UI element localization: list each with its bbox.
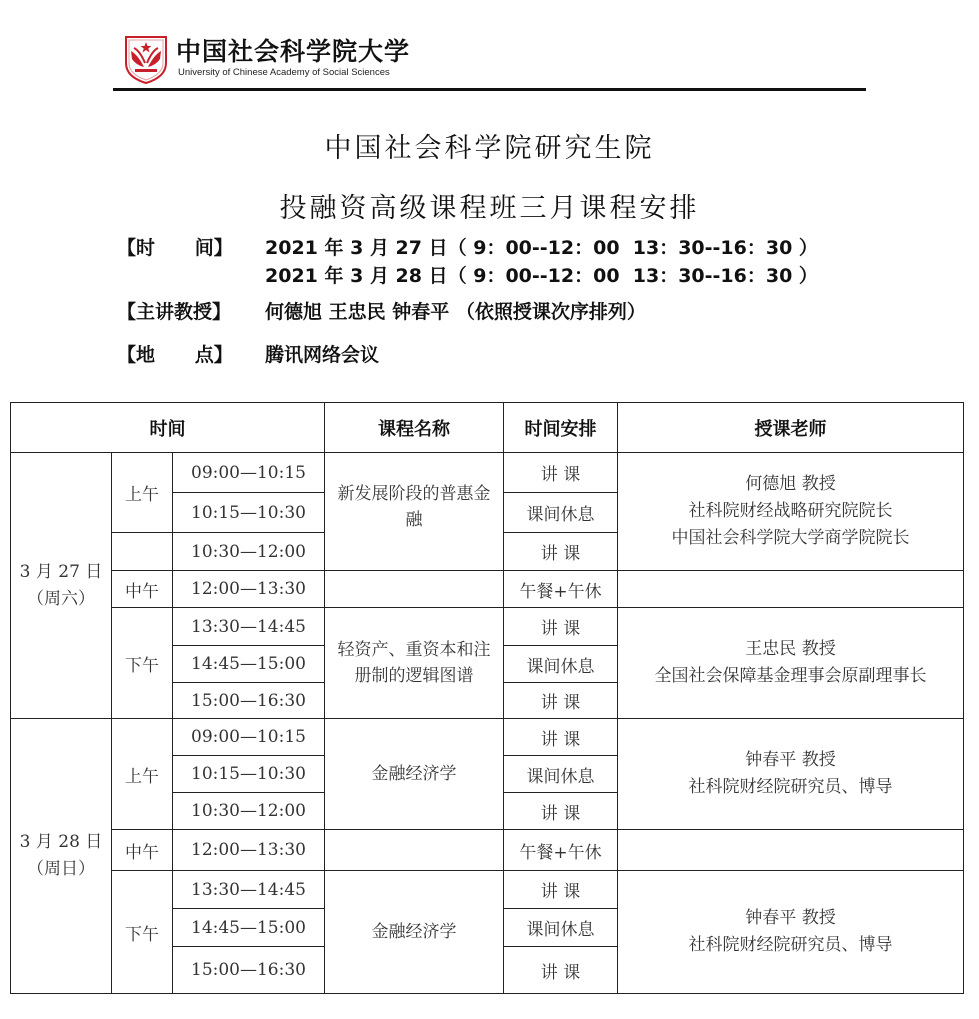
teacher-empty xyxy=(618,830,964,871)
slot-time: 12:00—13:30 xyxy=(173,830,325,871)
table-row xyxy=(11,571,964,608)
time-value-1: 2021 年 3 月 27 日（ 9：00--12：00 13：30--16：30 ） xyxy=(265,237,818,259)
day-cell: 3 月 27 日 （周六） xyxy=(11,453,112,719)
period-pm: 下午 xyxy=(112,608,173,719)
header-time: 时间 xyxy=(11,403,325,453)
slot-arrangement: 课间休息 xyxy=(504,646,618,683)
slot-arrangement: 讲 课 xyxy=(504,871,618,909)
header-teacher: 授课老师 xyxy=(618,403,964,453)
slot-time: 09:00—10:15 xyxy=(173,719,325,756)
period-empty xyxy=(112,533,173,571)
slot-arrangement: 讲 课 xyxy=(504,719,618,756)
slot-arrangement: 午餐+午休 xyxy=(504,571,618,608)
period-pm: 下午 xyxy=(112,871,173,994)
professors-value: 何德旭 王忠民 钟春平 （依照授课次序排列） xyxy=(265,301,646,323)
document-subtitle: 投融资高级课程班三月课程安排 xyxy=(279,193,700,224)
slot-time: 10:15—10:30 xyxy=(173,493,325,533)
teacher-cell: 钟春平 教授 社科院财经院研究员、博导 xyxy=(618,719,964,830)
table-row xyxy=(11,871,964,909)
slot-time: 15:00—16:30 xyxy=(173,683,325,719)
table-header-row xyxy=(11,403,964,453)
slot-arrangement: 课间休息 xyxy=(504,909,618,947)
slot-time: 09:00—10:15 xyxy=(173,453,325,493)
university-name-en: University of Chinese Academy of Social Sciences xyxy=(178,67,390,78)
location-value: 腾讯网络会议 xyxy=(265,344,380,366)
course-empty xyxy=(325,571,504,608)
slot-time: 10:30—12:00 xyxy=(173,533,325,571)
table-row xyxy=(11,830,964,871)
document-title: 中国社会科学院研究生院 xyxy=(324,133,655,164)
slot-arrangement: 课间休息 xyxy=(504,493,618,533)
period-noon: 中午 xyxy=(112,830,173,871)
slot-arrangement: 午餐+午休 xyxy=(504,830,618,871)
slot-arrangement: 讲 课 xyxy=(504,683,618,719)
slot-arrangement: 讲 课 xyxy=(504,533,618,571)
table-row xyxy=(11,453,964,493)
info-professors-row xyxy=(117,297,646,324)
header-divider xyxy=(113,88,866,91)
course-name: 轻资产、重资本和注册制的逻辑图谱 xyxy=(325,608,504,719)
teacher-empty xyxy=(618,571,964,608)
schedule-table xyxy=(10,402,964,994)
table-row xyxy=(11,608,964,646)
info-location-row xyxy=(117,340,379,367)
time-value-2: 2021 年 3 月 28 日（ 9：00--12：00 13：30--16：30 ） xyxy=(265,265,818,287)
course-name: 金融经济学 xyxy=(325,871,504,994)
course-name: 金融经济学 xyxy=(325,719,504,830)
header-arrangement: 时间安排 xyxy=(504,403,618,453)
period-am: 上午 xyxy=(112,719,173,830)
slot-time: 10:15—10:30 xyxy=(173,756,325,793)
slot-time: 10:30—12:00 xyxy=(173,793,325,830)
slot-time: 15:00—16:30 xyxy=(173,947,325,994)
table-row xyxy=(11,719,964,756)
professors-label: 【主讲教授】 xyxy=(117,301,232,323)
slot-arrangement: 讲 课 xyxy=(504,793,618,830)
teacher-cell: 钟春平 教授 社科院财经院研究员、博导 xyxy=(618,871,964,994)
slot-arrangement: 讲 课 xyxy=(504,453,618,493)
slot-arrangement: 讲 课 xyxy=(504,608,618,646)
header-course: 课程名称 xyxy=(325,403,504,453)
course-empty xyxy=(325,830,504,871)
slot-arrangement: 课间休息 xyxy=(504,756,618,793)
teacher-cell: 王忠民 教授 全国社会保障基金理事会原副理事长 xyxy=(618,608,964,719)
info-time-row-2 xyxy=(117,261,818,288)
slot-time: 12:00—13:30 xyxy=(173,571,325,608)
teacher-cell: 何德旭 教授 社科院财经战略研究院院长 中国社会科学院大学商学院院长 xyxy=(618,453,964,571)
period-noon: 中午 xyxy=(112,571,173,608)
slot-time: 13:30—14:45 xyxy=(173,608,325,646)
course-name: 新发展阶段的普惠金融 xyxy=(325,453,504,571)
slot-arrangement: 讲 课 xyxy=(504,947,618,994)
period-am: 上午 xyxy=(112,453,173,533)
university-emblem-icon xyxy=(120,33,172,85)
slot-time: 14:45—15:00 xyxy=(173,646,325,683)
location-label: 【地 点】 xyxy=(117,344,233,366)
info-time-row xyxy=(117,233,818,260)
university-name-cn: 中国社会科学院大学 xyxy=(176,37,411,66)
slot-time: 14:45—15:00 xyxy=(173,909,325,947)
time-label: 【时 间】 xyxy=(117,237,233,259)
slot-time: 13:30—14:45 xyxy=(173,871,325,909)
day-cell: 3 月 28 日 （周日） xyxy=(11,719,112,994)
